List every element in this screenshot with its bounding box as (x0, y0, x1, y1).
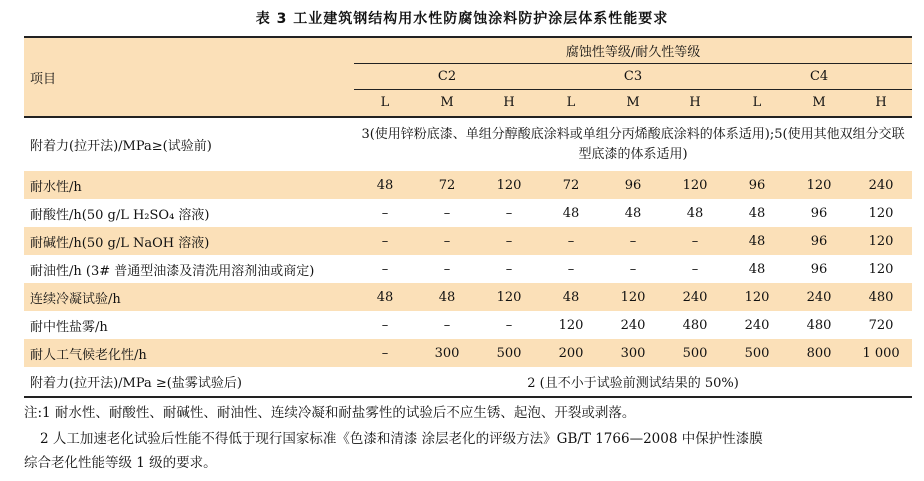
header-sub: H (503, 95, 515, 111)
header-class-c4: C4 (726, 63, 912, 89)
header-sub: M (440, 95, 454, 111)
table-row (24, 199, 912, 227)
cell: 48 (748, 233, 766, 249)
cell: 96 (624, 177, 642, 193)
cell: 48 (748, 261, 766, 277)
cell: – (505, 317, 513, 333)
table-row (24, 117, 912, 171)
cell: – (443, 205, 451, 221)
cell: – (505, 233, 513, 249)
cell: 480 (806, 317, 832, 333)
cell: – (381, 233, 389, 249)
row-label: 附着力(拉开法)/MPa ≥(盐雾试验后) (30, 376, 242, 391)
cell: 720 (868, 317, 894, 333)
cell: 120 (868, 261, 894, 277)
cell: – (691, 233, 699, 249)
cell: 120 (682, 177, 708, 193)
cell: 48 (562, 205, 580, 221)
cell: 48 (562, 289, 580, 305)
cell: 48 (376, 177, 394, 193)
cell: 48 (376, 289, 394, 305)
cell: – (381, 205, 389, 221)
row-label: 耐中性盐雾/h (30, 319, 108, 335)
cell: 96 (748, 177, 766, 193)
header-sub: M (626, 95, 640, 111)
cell: 500 (744, 345, 770, 361)
header-class-c3: C3 (540, 63, 726, 89)
cell: 500 (682, 345, 708, 361)
header-sub: H (875, 95, 887, 111)
cell: 120 (868, 205, 894, 221)
cell: 480 (682, 317, 708, 333)
cell: 120 (620, 289, 646, 305)
header-sub: L (380, 95, 390, 111)
cell: 120 (868, 233, 894, 249)
cell: 72 (562, 177, 580, 193)
cell: 240 (868, 177, 894, 193)
cell: 240 (744, 317, 770, 333)
cell: – (629, 261, 637, 277)
header-sub: L (752, 95, 762, 111)
cell: 1 000 (862, 345, 900, 361)
cell: 48 (686, 205, 704, 221)
header-class-c2: C2 (354, 63, 540, 89)
cell: 96 (810, 205, 828, 221)
cell: 500 (496, 345, 522, 361)
cell: 240 (682, 289, 708, 305)
cell: – (629, 233, 637, 249)
table-row (24, 339, 912, 367)
cell: 800 (806, 345, 832, 361)
table-row (24, 311, 912, 339)
row-label: 耐酸性/h(50 g/L H₂SO₄ 溶液) (30, 207, 210, 223)
row-label: 连续冷凝试验/h (30, 291, 121, 307)
cell: – (691, 261, 699, 277)
header-sub: L (566, 95, 576, 111)
row-label: 耐水性/h (30, 179, 82, 195)
cell: – (381, 261, 389, 277)
cell: – (567, 233, 575, 249)
cell: 240 (806, 289, 832, 305)
row-label: 附着力(拉开法)/MPa≥(试验前) (30, 139, 212, 154)
cell: 96 (810, 261, 828, 277)
header-group: 腐蚀性等级/耐久性等级 (354, 37, 912, 63)
cell: – (505, 205, 513, 221)
cell: 200 (558, 345, 584, 361)
cell: 300 (434, 345, 460, 361)
row-span-value: 3(使用锌粉底漆、单组分醇酸底涂料或单组分丙烯酸底涂料的体系适用);5(使用其他双组分交联型底漆的体系适用) (361, 126, 905, 162)
header-item: 项目 (30, 71, 57, 87)
cell: 120 (558, 317, 584, 333)
table-row (24, 255, 912, 283)
cell: – (505, 261, 513, 277)
row-label: 耐人工气候老化性/h (30, 347, 147, 363)
header-sub: H (689, 95, 701, 111)
cell: 48 (748, 205, 766, 221)
cell: 96 (810, 233, 828, 249)
cell: 480 (868, 289, 894, 305)
table-row (24, 227, 912, 255)
cell: 120 (744, 289, 770, 305)
cell: – (443, 261, 451, 277)
cell: – (381, 317, 389, 333)
cell: 300 (620, 345, 646, 361)
table-row (24, 283, 912, 311)
note-line-2: 2 人工加速老化试验后性能不得低于现行国家标准《色漆和清漆 涂层老化的评级方法》GB/T 1766—2008 中保护性漆膜 (40, 431, 763, 447)
note-line-1: 注:1 耐水性、耐酸性、耐碱性、耐油性、连续冷凝和耐盐雾性的试验后不应生锈、起泡、开裂或剥落。 (24, 405, 636, 421)
row-label: 耐油性/h (3# 普通型油漆及清洗用溶剂油或商定) (30, 263, 315, 279)
table-row (24, 171, 912, 199)
cell: – (443, 317, 451, 333)
row-span-value: 2 (且不小于试验前测试结果的 50%) (527, 376, 739, 391)
header-sub: M (812, 95, 826, 111)
cell: 72 (438, 177, 456, 193)
cell: 48 (438, 289, 456, 305)
note-line-3: 综合老化性能等级 1 级的要求。 (24, 455, 217, 471)
cell: – (381, 345, 389, 361)
cell: 48 (624, 205, 642, 221)
row-label: 耐碱性/h(50 g/L NaOH 溶液) (30, 235, 210, 251)
cell: 120 (806, 177, 832, 193)
cell: – (443, 233, 451, 249)
cell: – (567, 261, 575, 277)
performance-table (24, 36, 912, 398)
cell: 120 (496, 177, 522, 193)
table-title: 表 3 工业建筑钢结构用水性防腐蚀涂料防护涂层体系性能要求 (255, 11, 669, 27)
cell: 120 (496, 289, 522, 305)
table-row (24, 367, 912, 397)
cell: 240 (620, 317, 646, 333)
